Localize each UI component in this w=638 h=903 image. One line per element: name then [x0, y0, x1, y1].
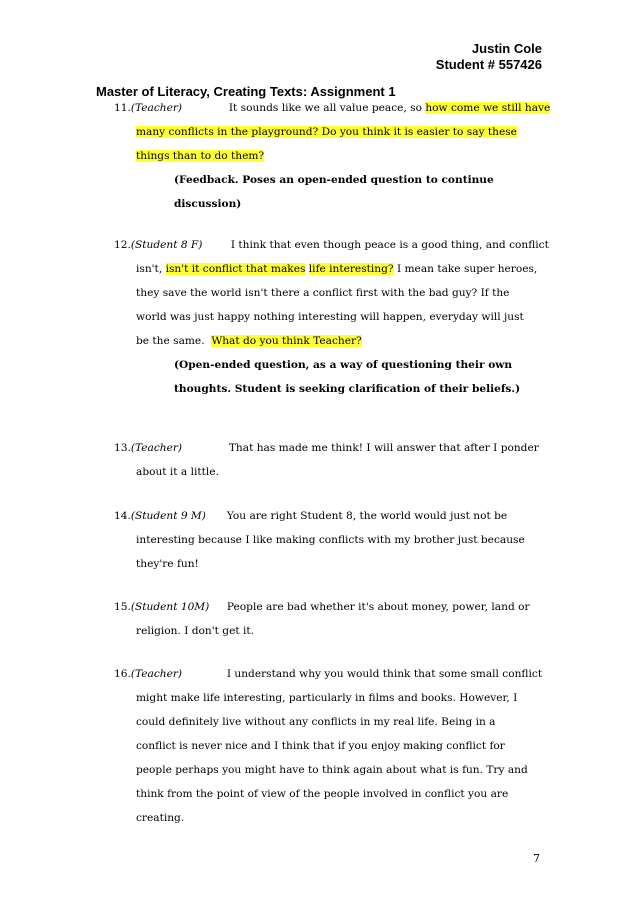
- dialogue-entry-12: [114, 233, 549, 401]
- entry-text: they save the world isn't there a conflict first with the bad guy? If the: [136, 287, 510, 299]
- entry-text: You are right Student 8, the world would just not be: [226, 510, 508, 522]
- dialogue-entry-11: [114, 96, 551, 216]
- entry-text: people perhaps you might have to think again about what is fun. Try and: [136, 764, 528, 776]
- entry-text: I mean take super heroes,: [393, 263, 538, 275]
- entry-text: might make life interesting, particularly in films and books. However, I: [136, 692, 518, 704]
- speaker-label: (Student 10M): [130, 601, 210, 613]
- speaker-label: (Teacher): [130, 442, 183, 454]
- dialogue-entry-16: [114, 662, 544, 830]
- entry-text: could definitely live without any conflicts in my real life. Being in a: [136, 716, 496, 728]
- entry-number: 14.: [114, 510, 131, 522]
- feedback-note: thoughts. Student is seeking clarification of their beliefs.): [174, 383, 521, 395]
- dialogue-entry-13: [114, 436, 544, 484]
- entry-text: I think that even though peace is a good thing, and conflict: [230, 239, 549, 251]
- entry-text: be the same.: [136, 335, 212, 347]
- document-title: Master of Literacy, Creating Texts: Assignment 1: [96, 84, 396, 99]
- feedback-note: discussion): [174, 198, 242, 210]
- entry-text: about it a little.: [136, 466, 219, 478]
- entry-number: 12.: [114, 239, 131, 251]
- entry-text: religion. I don't get it.: [136, 625, 254, 637]
- speaker-label: (Student 9 M): [130, 510, 206, 522]
- dialogue-entry-14: [114, 504, 544, 576]
- entry-text: conflict is never nice and I think that if you enjoy making conflict for: [136, 740, 505, 752]
- entry-text: People are bad whether it's about money, power, land or: [226, 601, 530, 613]
- highlighted-text: things than to do them?: [136, 150, 265, 162]
- highlighted-text: many conflicts in the playground? Do you think it is easier to say these: [136, 126, 517, 138]
- highlighted-text: What do you think Teacher?: [211, 335, 362, 347]
- highlighted-text: life interesting?: [308, 263, 394, 275]
- feedback-note: (Feedback. Poses an open-ended question to continue: [174, 174, 494, 186]
- entry-number: 16.: [114, 668, 131, 680]
- entry-text: they're fun!: [136, 558, 199, 570]
- dialogue-entry-15: [114, 595, 544, 643]
- entry-number: 11.: [114, 102, 131, 114]
- entry-text: interesting because I like making conflicts with my brother just because: [136, 534, 525, 546]
- entry-number: 15.: [114, 601, 131, 613]
- highlighted-text: isn't it conflict that makes: [165, 263, 306, 275]
- entry-text: world was just happy nothing interesting will happen, everyday will just: [136, 311, 524, 323]
- entry-text: That has made me think! I will answer that after I ponder: [228, 442, 539, 454]
- student-number: Student # 557426: [435, 57, 542, 72]
- highlighted-text: how come we still have: [425, 102, 551, 114]
- entry-number: 13.: [114, 442, 131, 454]
- entry-text: I understand why you would think that some small conflict: [226, 668, 543, 680]
- speaker-label: (Teacher): [130, 102, 183, 114]
- entry-text: It sounds like we all value peace, so: [228, 102, 426, 114]
- speaker-label: (Student 8 F): [130, 239, 203, 251]
- author-name: Justin Cole: [471, 41, 542, 56]
- page-number: 7: [533, 852, 540, 865]
- feedback-note: (Open-ended question, as a way of questioning their own: [174, 359, 513, 371]
- entry-text: creating.: [136, 812, 185, 824]
- entry-text: isn't,: [136, 263, 166, 275]
- entry-text: think from the point of view of the people involved in conflict you are: [136, 788, 509, 800]
- speaker-label: (Teacher): [130, 668, 183, 680]
